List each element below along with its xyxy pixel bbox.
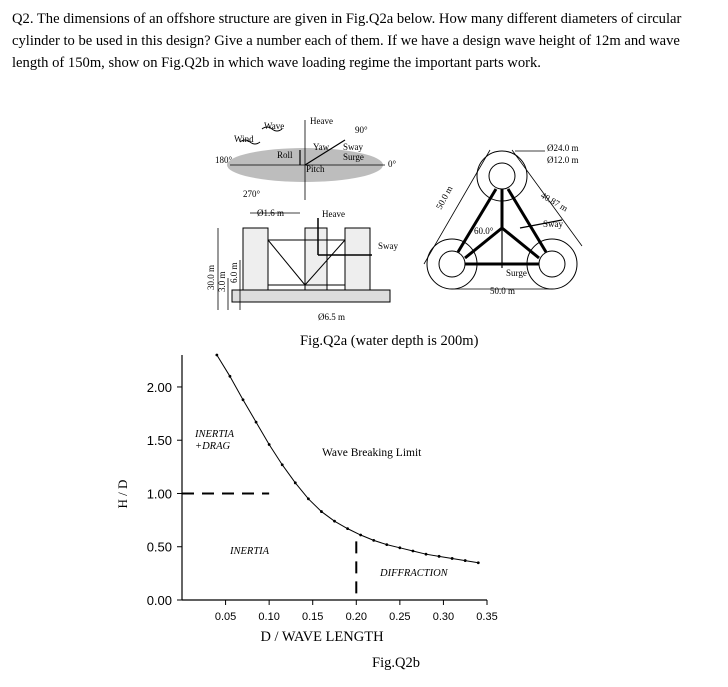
- series-point: [281, 463, 284, 466]
- series-point: [294, 481, 297, 484]
- label-50-side: 50.0 m: [433, 184, 455, 211]
- series-point: [255, 421, 258, 424]
- label-sway-side: Sway: [378, 241, 398, 251]
- series-point: [372, 539, 375, 542]
- series-point: [438, 555, 441, 558]
- x-tick-label-1: 0.10: [258, 611, 280, 623]
- series-point: [477, 561, 480, 564]
- series-point: [320, 510, 323, 513]
- series-point: [451, 557, 454, 560]
- series-point: [412, 550, 415, 553]
- fig-b-caption: Fig.Q2b: [372, 655, 420, 671]
- region-inertia-drag-1: INERTIA: [195, 429, 235, 440]
- series-point: [268, 443, 271, 446]
- series-point: [215, 354, 218, 357]
- region-wave-breaking: Wave Breaking Limit: [322, 447, 422, 459]
- label-sway: Sway: [343, 142, 363, 152]
- question-text: Q2. The dimensions of an offshore structure are given in Fig.Q2a below. How many different diameters of circular cylinder to be used in this design? Give a number each of them. If we have a design wave height of 12m and wave length of 150m, show on Fig.Q2b in which wave loading regime the important parts work.: [12, 11, 682, 71]
- y-tick-label-3: 1.50: [146, 433, 172, 449]
- x-tick-label-4: 0.25: [389, 611, 411, 623]
- series-point: [346, 527, 349, 530]
- series-point: [385, 543, 388, 546]
- x-tick-label-0: 0.05: [214, 611, 237, 623]
- region-inertia-drag-2: +DRAG: [195, 441, 231, 452]
- label-4087: 40.87 m: [539, 190, 570, 214]
- y-tick-label-4: 2.00: [146, 379, 172, 395]
- series-point: [359, 534, 362, 537]
- label-wind: Wind: [234, 134, 254, 144]
- label-roll: Roll: [277, 150, 293, 160]
- y-tick-label-0: 0.00: [146, 593, 172, 608]
- x-axis-label: D / WAVE LENGTH: [260, 629, 384, 645]
- regime-chart: [115, 354, 498, 645]
- label-surge-plan: Surge: [506, 268, 527, 278]
- label-sway-plan: Sway: [543, 219, 563, 229]
- series-point: [229, 375, 232, 378]
- region-inertia: INERTIA: [230, 546, 270, 557]
- series-point: [242, 398, 245, 401]
- label-d-column: Ø1.6 m: [257, 208, 284, 218]
- side-view: [218, 213, 390, 310]
- series-point: [333, 520, 336, 523]
- label-heave-side: Heave: [322, 209, 345, 219]
- x-tick-label-5: 0.30: [432, 611, 455, 623]
- label-yaw: Yaw: [313, 142, 330, 152]
- label-60: 60.0°: [474, 226, 494, 236]
- y-tick-label-2: 1.00: [146, 486, 172, 502]
- label-h30: 30.0 m: [206, 264, 216, 290]
- label-90: 90°: [355, 125, 368, 135]
- x-tick-label-3: 0.20: [345, 611, 367, 623]
- y-axis-label: H / D: [115, 479, 130, 509]
- series-point: [398, 546, 401, 549]
- fig-a-caption: Fig.Q2a (water depth is 200m): [300, 333, 479, 349]
- label-50-bottom: 50.0 m: [490, 286, 516, 296]
- series-point: [307, 497, 310, 500]
- label-h6: 6.0 m: [229, 262, 239, 283]
- x-tick-label-2: 0.15: [302, 611, 324, 623]
- label-270: 270°: [243, 189, 261, 199]
- series-point: [464, 559, 467, 562]
- label-h3: 3.0 m: [217, 271, 227, 292]
- label-d24: Ø24.0 m: [547, 143, 579, 153]
- label-d12: Ø12.0 m: [547, 155, 579, 165]
- series-point: [425, 553, 428, 556]
- label-wave: Wave: [264, 121, 285, 131]
- label-d-brace: Ø6.5 m: [318, 312, 345, 322]
- x-tick-label-6: 0.35: [476, 611, 498, 623]
- label-surge: Surge: [343, 152, 364, 162]
- region-diffraction: DIFFRACTION: [380, 568, 448, 579]
- label-0: 0°: [388, 159, 397, 169]
- y-tick-label-1: 0.50: [146, 539, 172, 555]
- label-180: 180°: [215, 155, 233, 165]
- label-pitch: Pitch: [306, 164, 325, 174]
- label-heave: Heave: [310, 116, 333, 126]
